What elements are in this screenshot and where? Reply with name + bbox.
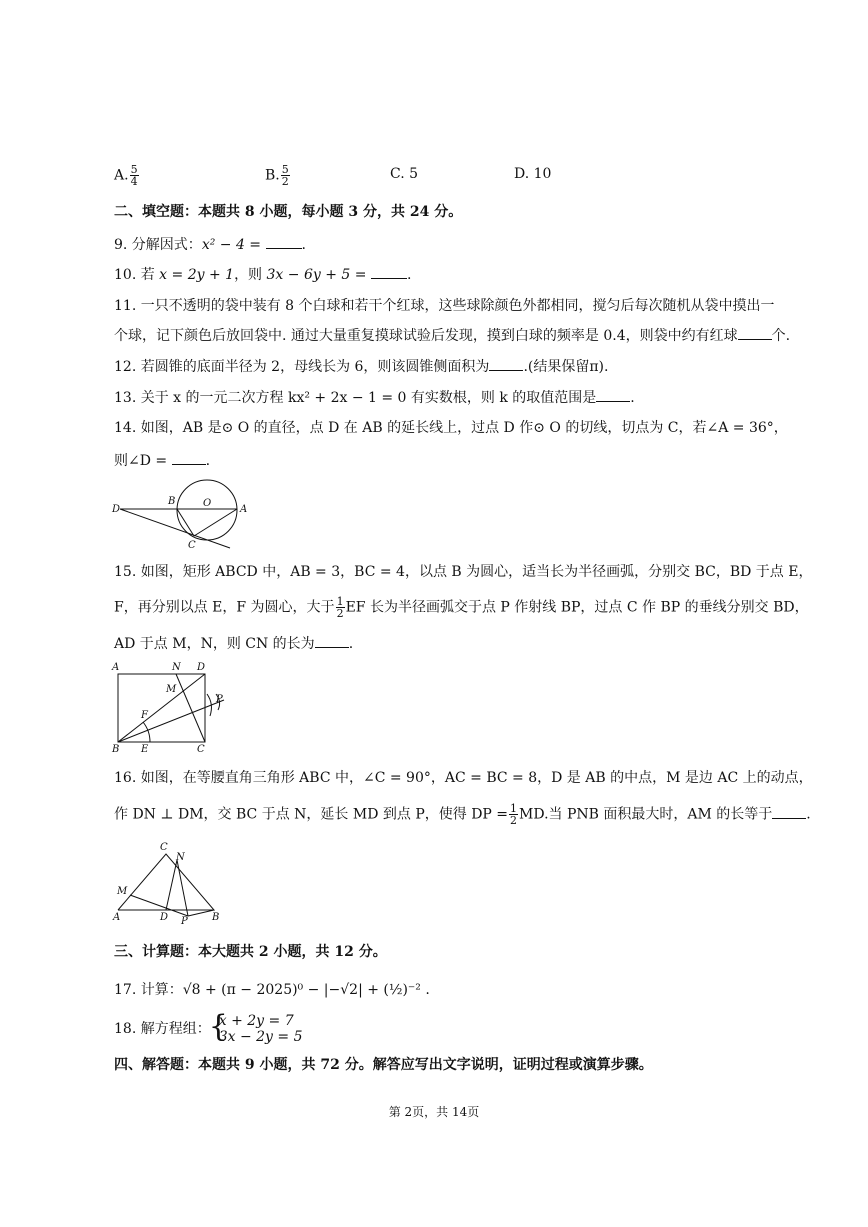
page-footer: 第 2页，共 14页 <box>388 1105 480 1119</box>
diagonal-bd <box>118 674 205 742</box>
question-14-line-1: 14. 如图，AB 是⊙ O 的直径，点 D 在 AB 的延长线上，过点 D 作⊙ O 的切线，切点为 C，若∠A = 36°， <box>114 420 788 436</box>
question-15-line-1: 15. 如图，矩形 ABCD 中，AB = 3，BC = 4，以点 B 为圆心，适当长为半径画弧，分别交 BC，BD 于点 E， <box>114 564 813 580</box>
figure-circle-tangent <box>110 478 250 550</box>
question-16-line-2: 作 DN ⊥ DM，交 BC 于点 N，延长 MD 到点 P，使得 DP = $\frac{1}{2}$ MD.当 PNB 面积最大时，AM 的长等于 . <box>114 802 811 827</box>
answer-blank <box>489 356 523 371</box>
answer-blank <box>266 234 302 249</box>
label-c: C <box>188 540 196 550</box>
option-d: D. 10 <box>514 166 552 182</box>
section-heading-solutions: 四、解答题：本题共 9 小题，共 72 分。解答应写出文字说明，证明过程或演算步骤。 <box>114 1057 653 1073</box>
label-b: B <box>212 912 220 923</box>
question-11-line-1: 11. 一只不透明的袋中装有 8 个白球和若干个红球，这些球除颜色外都相同，搅匀后每次随机从袋中摸出一 <box>114 298 775 314</box>
label-d: D <box>160 912 169 923</box>
question-10: 10. 若 x = 2y + 1，则 3x − 6y + 5 = . <box>114 264 411 285</box>
label-e: E <box>141 744 149 755</box>
label-b: B <box>112 744 120 755</box>
answer-blank <box>315 633 349 648</box>
line-np <box>177 860 188 916</box>
figure-right-triangle-abc <box>110 840 230 924</box>
answer-blank <box>772 804 806 819</box>
tangent-dc <box>120 509 230 548</box>
question-17: 17. 计算：√8 + (π − 2025)⁰ − |−√2| + (½)⁻² . <box>114 982 430 998</box>
section-heading-calculation: 三、计算题：本大题共 2 小题，共 12 分。 <box>114 944 387 960</box>
equation-system: { x + 2y = 7 3x − 2y = 5 <box>211 1013 303 1045</box>
answer-blank <box>172 450 206 465</box>
label-d: D <box>197 662 206 673</box>
ray-bp <box>118 700 224 742</box>
circle-o <box>177 480 237 540</box>
question-14-line-2: 则∠D = . <box>114 450 210 471</box>
label-p: P <box>216 694 223 705</box>
question-15-line-2: F，再分别以点 E，F 为圆心，大于 $\frac{1}{2}$ EF 长为半径画弧交于点 P 作射线 BP，过点 C 作 BP 的垂线分别交 BD， <box>114 595 809 620</box>
question-12: 12. 若圆锥的底面半径为 2，母线长为 6，则该圆锥侧面积为 .(结果保留π). <box>114 356 608 377</box>
label-o: O <box>203 498 212 509</box>
label-a: A <box>113 912 121 923</box>
answer-blank <box>371 264 407 279</box>
option-c: C. 5 <box>390 166 419 182</box>
label-c: C <box>197 744 205 755</box>
figure-rectangle-abcd <box>110 660 240 756</box>
label-a: A <box>240 504 248 515</box>
answer-blank <box>738 325 772 340</box>
label-m: M <box>166 684 177 695</box>
line-cn <box>176 674 205 742</box>
option-a: A. $\frac{5}{4}$ <box>114 163 138 188</box>
question-11-line-2: 个球，记下颜色后放回袋中. 通过大量重复摸球试验后发现，摸到白球的频率是 0.4，则袋中约有红球 个. <box>114 325 790 346</box>
line-mp <box>130 895 188 916</box>
section-heading-fill-in: 二、填空题：本题共 8 小题，每小题 3 分，共 24 分。 <box>114 204 463 220</box>
question-18: 18. 解方程组：{ x + 2y = 7 3x − 2y = 5 <box>114 1013 303 1045</box>
label-p: P <box>181 916 188 924</box>
answer-blank <box>596 387 630 402</box>
option-b: B. $\frac{5}{2}$ <box>265 163 289 188</box>
label-f: F <box>141 710 148 721</box>
line-pb <box>188 910 214 916</box>
triangle <box>118 854 214 910</box>
line-dn <box>166 860 177 910</box>
question-9: 9. 分解因式：x² − 4 = . <box>114 234 306 255</box>
chord-ca <box>194 509 237 536</box>
question-13: 13. 关于 x 的一元二次方程 kx² + 2x − 1 = 0 有实数根，则 k 的取值范围是 . <box>114 387 635 408</box>
label-d: D <box>112 504 121 515</box>
label-n: N <box>176 852 185 863</box>
label-a: A <box>112 662 120 673</box>
question-16-line-1: 16. 如图，在等腰直角三角形 ABC 中，∠C = 90°，AC = BC = 8，D 是 AB 的中点，M 是边 AC 上的动点， <box>114 770 813 786</box>
label-m: M <box>117 886 128 897</box>
label-c: C <box>160 842 168 853</box>
label-n: N <box>172 662 181 673</box>
question-15-line-3: AD 于点 M，N，则 CN 的长为 . <box>114 633 353 654</box>
label-b: B <box>168 496 176 507</box>
